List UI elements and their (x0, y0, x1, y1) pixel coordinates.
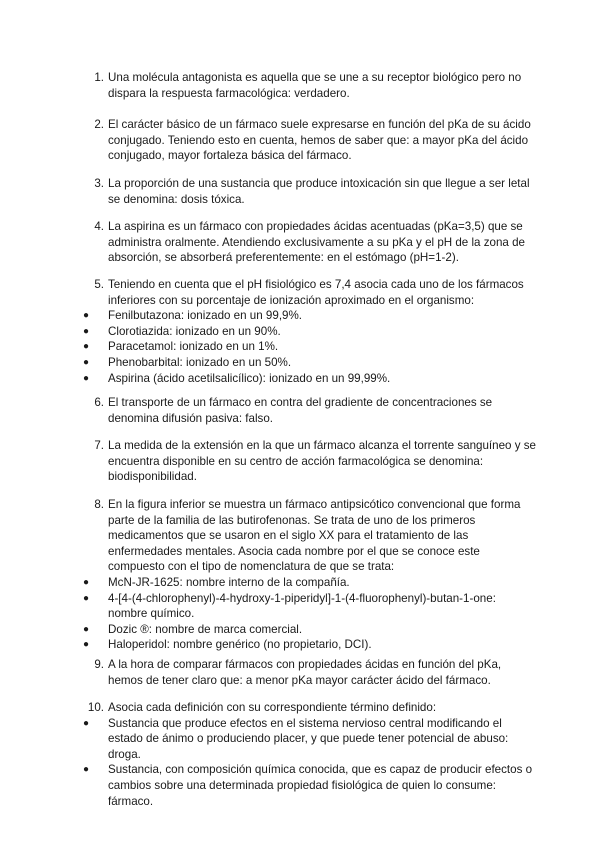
list-item: ● Aspirina (ácido acetilsalicílico): ionizado en un 99,99%. (83, 371, 391, 385)
bullet-icon: ● (83, 325, 90, 337)
question-text: El carácter básico de un fármaco suele expresarse en función del pKa de su ácido conjugado. Teniendo esto en cuenta, hemos de saber que: a mayor pKa del ácido conjugado, mayor fortaleza básica del fármaco. (108, 118, 531, 163)
list-item: ● Sustancia que produce efectos en el sistema nervioso central modificando el estado de ánimo o produciendo placer, y que puede tener potencial de abuso: droga. (83, 716, 509, 761)
question-number: 7. (94, 439, 104, 452)
question-number: 8. (94, 498, 104, 511)
question-number: 9. (94, 658, 104, 671)
bullet-icon: ● (83, 341, 90, 353)
list-item: ● McN-JR-1625: nombre interno de la compañía. (83, 575, 350, 589)
bullet-icon: ● (83, 639, 90, 651)
bullet-icon: ● (83, 623, 90, 635)
bullet-icon: ● (83, 310, 90, 322)
question-text: La medida de la extensión en la que un fármaco alcanza el torrente sanguíneo y se encuentra disponible en su centro de acción farmacológica se denomina: biodisponibilidad. (108, 439, 536, 484)
bullet-icon: ● (83, 576, 90, 588)
question-number: 5. (94, 278, 104, 291)
list-item: ● Clorotiazida: ionizado en un 90%. (83, 324, 281, 338)
bullet-icon: ● (83, 764, 90, 776)
question-text: El transporte de un fármaco en contra del gradiente de concentraciones se denomina difusión pasiva: falso. (108, 396, 493, 425)
question-text: Una molécula antagonista es aquella que se une a su receptor biológico pero no dispara la respuesta farmacológica: verdadero. (108, 71, 522, 100)
list-item: ● Paracetamol: ionizado en un 1%. (83, 340, 279, 354)
bullet-icon: ● (83, 592, 90, 604)
list-item: ● 4-[4-(4-chlorophenyl)-4-hydroxy-1-piperidyl]-1-(4-fluorophenyl)-butan-1-one: nombre químico. (83, 591, 496, 621)
question-number: 1. (94, 71, 104, 84)
list-item: ● Phenobarbital: ionizado en un 50%. (83, 355, 292, 369)
question-text: A la hora de comparar fármacos con propiedades ácidas en función del pKa, hemos de tener claro que: a menor pKa mayor carácter ácido del fármaco. (108, 658, 502, 687)
question-text: La proporción de una sustancia que produce intoxicación sin que llegue a ser letal se denomina: dosis tóxica. (108, 177, 530, 206)
question-text: En la figura inferior se muestra un fármaco antipsicótico convencional que forma parte de la familia de las butirofenonas. Se trata de uno de los primeros medicamentos que se usaron en el siglo XX para el tratamiento de las enfermedades mentales. Asocia cada nombre por el que se conoce este compuesto con el tipo de nomenclatura de que se trata: (108, 498, 521, 574)
question-text: La aspirina es un fármaco con propiedades ácidas acentuadas (pKa=3,5) que se administra oralmente. Atendiendo exclusivamente a su pKa y el pH de la zona de absorción, se absorberá preferentemente: en el estómago (pH=1-2). (108, 220, 525, 265)
list-item: ● Fenilbutazona: ionizado en un 99,9%. (83, 309, 303, 323)
bullet-icon: ● (83, 356, 90, 368)
bullet-icon: ● (83, 372, 90, 384)
question-number: 4. (94, 220, 104, 233)
list-item: ● Haloperidol: nombre genérico (no propietario, DCI). (83, 638, 372, 652)
question-number: 10. (87, 701, 104, 714)
bullet-icon: ● (83, 717, 90, 729)
question-number: 6. (94, 396, 104, 409)
list-item: ● Sustancia, con composición química conocida, que es capaz de producir efectos o cambios sobre una determinada propiedad fisiológica de quien lo consume: fármaco. (83, 763, 533, 808)
list-item: ● Dozic ®: nombre de marca comercial. (83, 622, 303, 636)
question-number: 2. (94, 118, 104, 131)
question-text: Teniendo en cuenta que el pH fisiológico es 7,4 asocia cada uno de los fármacos inferiores con su porcentaje de ionización aproximado en el organismo: (108, 278, 524, 307)
question-text: Asocia cada definición con su correspondiente término definido: (108, 701, 437, 714)
question-number: 3. (94, 177, 104, 190)
